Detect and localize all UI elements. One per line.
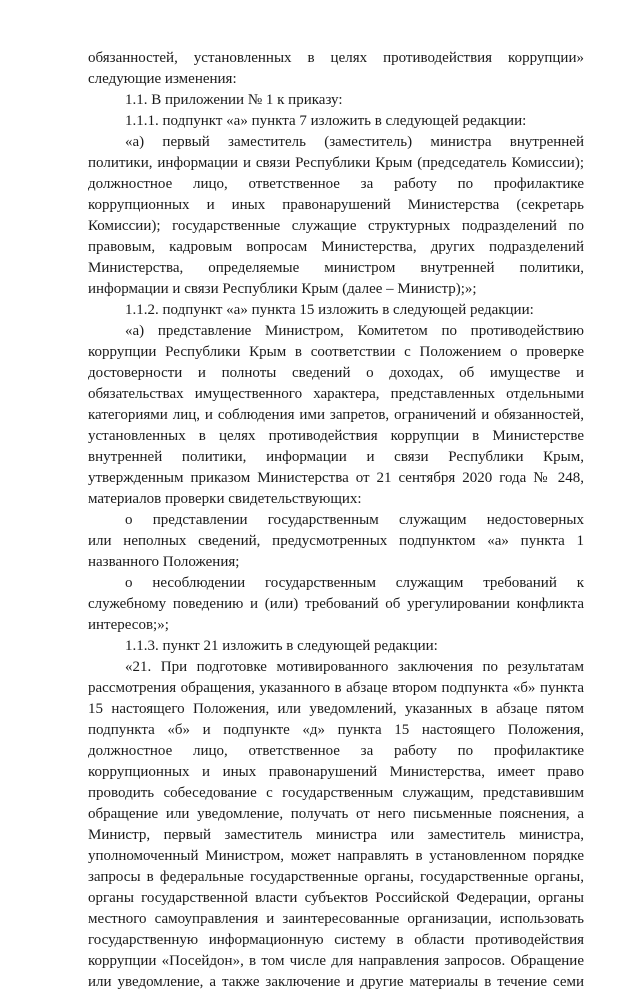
text-line: «а) представление Министром, Комитетом по противодействию [125,323,584,339]
text-line: «21. При подготовке мотивированного заключения по результатам [125,659,584,675]
text-line: установленных в целях противодействия коррупции в Министерстве [88,428,584,444]
text-line: государственную информационную систему в области противодействия [88,932,584,948]
text-line: коррупционных и иных правонарушений Министерства, имеет право [88,764,584,780]
text-line: Комиссии); государственные служащие структурных подразделений по [88,218,584,234]
text-line: о несоблюдении государственным служащим требований к [125,575,584,591]
text-line: Министерства, определяемые министром внутренней политики, [88,260,584,276]
text-line: достоверности и полноты сведений о доходах, об имуществе и [88,365,584,381]
text-line: 1.1. В приложении № 1 к приказу: [125,92,343,108]
text-line: 1.1.3. пункт 21 изложить в следующей редакции: [125,638,438,654]
text-line: обязанностей, установленных в целях противодействия коррупции» [88,50,584,66]
text-line: «а) первый заместитель (заместитель) министра внутренней [125,134,584,150]
text-line: утвержденным приказом Министерства от 21 сентября 2020 года № 248, [88,470,584,486]
text-line: уполномоченный Министром, может направлять в установленном порядке [88,848,584,864]
text-line: информации и связи Республики Крым (далее – Министр);»; [88,281,477,297]
text-line: правовым, кадровым вопросам Министерства, других подразделений [88,239,584,255]
text-line: органы государственной власти субъектов Российской Федерации, органы [88,890,584,906]
text-line: запросы в федеральные государственные органы, государственные органы, [88,869,584,885]
text-line: материалов проверки свидетельствующих: [88,491,362,507]
text-line: должностное лицо, ответственное за работу по профилактике [88,176,584,192]
text-line: названного Положения; [88,554,240,570]
text-line: следующие изменения: [88,71,237,87]
text-line: Министр, первый заместитель министра или заместитель министра, [88,827,584,843]
text-line: рассмотрения обращения, указанного в абзаце втором подпункта «б» пункта [88,680,584,696]
document-page [88,48,584,993]
text-line: должностное лицо, ответственное за работу по профилактике [88,743,584,759]
text-line: о представлении государственным служащим недостоверных [125,512,584,528]
text-line: или уведомление, а также заключение и другие материалы в течение семи [88,974,584,990]
text-line: категориями лиц, и соблюдения ими запретов, ограничений и обязанностей, [88,407,584,423]
text-line: внутренней политики, информации и связи Республики Крым, [88,449,584,465]
text-line: 15 настоящего Положения, или уведомлений, указанных в абзаце пятом [88,701,584,717]
text-line: коррупции «Посейдон», в том числе для направления запросов. Обращение [88,953,584,969]
text-line: интересов;»; [88,617,169,633]
text-line: политики, информации и связи Республики Крым (председатель Комиссии); [88,155,584,171]
text-line: коррупционных и иных правонарушений Министерства (секретарь [88,197,584,213]
text-line: или неполных сведений, предусмотренных подпунктом «а» пункта 1 [88,533,584,549]
text-line: проводить собеседование с государственным служащим, представившим [88,785,584,801]
text-line: коррупции Республики Крым в соответствии с Положением о проверке [88,344,584,360]
text-line: подпункта «б» и подпункте «д» пункта 15 настоящего Положения, [88,722,584,738]
text-line: 1.1.1. подпункт «а» пункта 7 изложить в следующей редакции: [125,113,527,129]
text-line: обязательствах имущественного характера, представленных отдельными [88,386,584,402]
text-line: служебному поведению и (или) требований об урегулировании конфликта [88,596,584,612]
text-line: обращение или уведомление, получать от него письменные пояснения, а [88,806,584,822]
text-line: местного самоуправления и заинтересованные организации, использовать [88,911,584,927]
text-line: 1.1.2. подпункт «а» пункта 15 изложить в следующей редакции: [125,302,534,318]
